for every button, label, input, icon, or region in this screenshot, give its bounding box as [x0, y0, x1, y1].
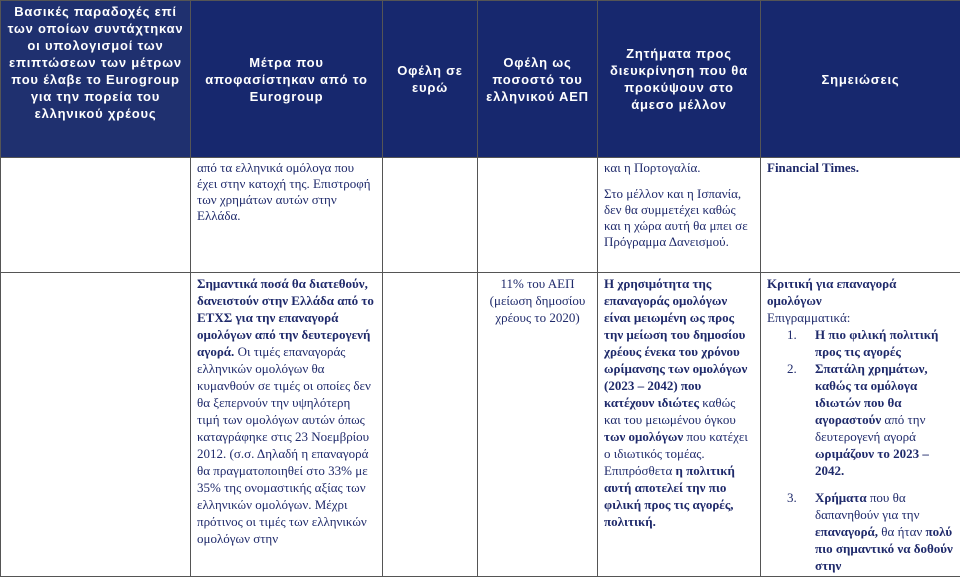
cell-notes [761, 273, 960, 577]
list-text-bold: επαναγορά, [815, 524, 878, 539]
measures-rest: Οι τιμές επαναγοράς ελληνικών ομολόγων θα κυμανθούν σε τιμές οι οποίες δεν θα ξεπερνούν την υψηλότερη τιμή των ομολόγων αυτών όπως καταγράφηκε στις 23 Νοεμβρίου 2012. (σ.σ. Δηλαδή η επαναγορά θα πραγματοποιηθεί στο 33% με 35% της ονομαστικής αξίας των ελληνικών ομολόγων. Μέχρι πρότινος οι τιμές των ελληνικών ομολόγων στην [197, 344, 371, 546]
header-issues: Ζητήματα προς διευκρίνηση που θα προκύψουν στο άμεσο μέλλον [598, 1, 761, 158]
cell-issues [598, 273, 761, 577]
list-text: θα ήταν [878, 524, 926, 539]
header-notes: Σημειώσεις [761, 1, 960, 158]
cell-assumptions [1, 158, 191, 273]
issues-bold-2: των ομολόγων [604, 429, 683, 444]
list-text-bold: Η πιο φιλική πολιτική προς τις αγορές [815, 327, 938, 359]
issues-text [604, 275, 754, 530]
header-assumptions: Βασικές παραδοχές επί των οποίων συντάχτηκαν οι υπολογισμοί των επιπτώσεων των μέτρων που έλαβε το Eurogroup για την πορεία του ελληνικού χρέους [1, 1, 191, 158]
cell-assumptions [1, 273, 191, 577]
cell-notes [761, 158, 960, 273]
issues-bold-3: η πολιτική αυτή αποτελεί την πιο φιλική προς τις αγορές, πολιτική. [604, 463, 735, 529]
issues-plain-2: που κατέχει ο ιδιωτικός τομέας. Επιπρόσθετα [604, 429, 748, 478]
header-row [1, 1, 960, 158]
gdp-text: 11% του ΑΕΠ (μείωση δημοσίου χρέους το 2020) [484, 275, 591, 326]
table-row [1, 158, 960, 273]
issues-text-1: και η Πορτογαλία. [604, 160, 754, 176]
list-number: 1. [787, 326, 815, 360]
notes-heading: Κριτική για επαναγορά ομολόγων [767, 275, 954, 309]
measures-text [197, 275, 376, 547]
header-benefits-gdp: Οφέλη ως ποσοστό του ελληνικού ΑΕΠ [478, 1, 598, 158]
cell-measures [191, 273, 383, 577]
issues-text-2: Στο μέλλον και η Ισπανία, δεν θα συμμετέχει καθώς και η χώρα αυτή θα μπει σε Πρόγραμμα Δανεισμού. [604, 186, 754, 250]
cell-benefits-gdp [478, 273, 598, 577]
cell-benefits-euro [383, 273, 478, 577]
notes-list [767, 326, 954, 574]
list-text: που θα δαπανηθούν για την [815, 490, 919, 522]
measures-bold: Σημαντικά ποσά θα διατεθούν, δανειστούν στην Ελλάδα από το ΕΤΧΣ για την επαναγορά ομολόγων από την δευτερογενή αγορά. [197, 276, 374, 359]
list-number: 2. [787, 360, 815, 479]
list-item [787, 489, 954, 574]
notes-subheading: Επιγραμματικά: [767, 309, 954, 326]
notes-text: Financial Times. [767, 160, 954, 176]
list-number: 3. [787, 489, 815, 574]
table-row [1, 273, 960, 577]
list-text-bold: Χρήματα [815, 490, 867, 505]
list-text: από την δευτερογενή αγορά [815, 412, 925, 444]
cell-benefits-euro [383, 158, 478, 273]
measures-text: από τα ελληνικά ομόλογα που έχει στην κατοχή της. Επιστροφή των χρημάτων αυτών στην Ελλάδα. [197, 160, 376, 224]
cell-issues [598, 158, 761, 273]
list-item [787, 326, 954, 360]
list-text-bold: πολύ πιο σημαντικό να δοθούν στην [815, 524, 953, 573]
cell-benefits-gdp [478, 158, 598, 273]
list-text-bold: Σπατάλη χρημάτων, καθώς τα ομόλογα ιδιωτών που θα αγοραστούν [815, 361, 928, 427]
header-benefits-euro: Οφέλη σε ευρώ [383, 1, 478, 158]
header-measures: Μέτρα που αποφασίστηκαν από το Eurogroup [191, 1, 383, 158]
cell-measures [191, 158, 383, 273]
issues-plain-1: καθώς και του μειωμένου όγκου [604, 395, 736, 427]
issues-bold-1: Η χρησιμότητα της επαναγοράς ομολόγων είναι μειωμένη ως προς την μείωση του δημοσίου χρέους ένεκα του χρόνου ωρίμανσης των ομολόγων (2023 – 2042) που κατέχουν ιδιώτες [604, 276, 747, 410]
list-item [787, 360, 954, 479]
list-text-bold: ωριμάζουν το 2023 – 2042. [815, 446, 929, 478]
